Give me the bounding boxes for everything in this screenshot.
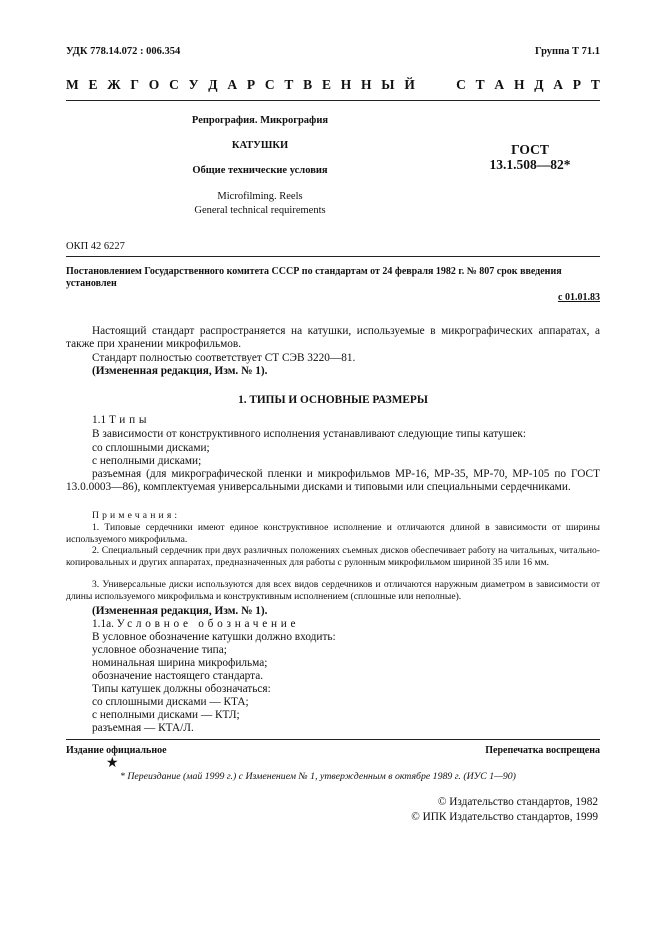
subsection-1-1a-number: 1.1а. — [92, 618, 114, 630]
gost-label: ГОСТ — [511, 142, 549, 157]
banner-letter: О — [148, 77, 160, 92]
banner-letter: А — [553, 77, 564, 92]
subsection-1-1-heading — [92, 414, 150, 427]
banner-letter: Й — [404, 77, 415, 92]
udk-code: УДК 778.14.072 : 006.354 — [66, 46, 181, 57]
copyright-1982: © Издательство стандартов, 1982 — [437, 796, 598, 808]
reissue-note: * Переиздание (май 1999 г.) с Изменением № 1, утвержденным в октябре 1989 г. (ИУС 1—90) — [120, 771, 516, 782]
banner-letter: А — [494, 77, 505, 92]
intro-paragraph-1: Настоящий стандарт распространяется на катушки, используемые в микрографических аппаратах, а также при хранении микрофильмов. — [66, 325, 600, 351]
banner-letter: У — [188, 77, 199, 92]
banner-letter: Р — [246, 77, 256, 92]
s11a-paragraph-3: номинальная ширина микрофильма; — [92, 657, 268, 669]
title-english-2: General technical requirements — [194, 205, 326, 216]
banner-rule — [66, 100, 600, 101]
decree-date: с 01.01.83 — [558, 292, 600, 303]
banner-letter: С — [264, 77, 275, 92]
banner-letter: Т — [590, 77, 600, 92]
subsection-1-1a-title: Условное обозначение — [116, 618, 300, 630]
banner-letter: Т — [284, 77, 294, 92]
banner-letter: Р — [572, 77, 582, 92]
title-english-1: Microfilming. Reels — [217, 191, 303, 202]
banner-letter: А — [227, 77, 238, 92]
banner-letter: С — [456, 77, 466, 92]
notes-title: Примечания: — [92, 510, 181, 521]
s11-paragraph-3: с неполными дисками; — [92, 455, 202, 467]
s11a-paragraph-6: со сплошными дисками — КТА; — [92, 696, 249, 708]
note-2: 2. Специальный сердечник при двух различных положениях съемных дисков обеспечивает работу на читальных, читально-копировальных и других аппаратах, предназначенных для работы с рулонным микрофильмом шириной 35 или 16 мм. — [66, 545, 600, 568]
subsection-1-1a-heading — [92, 618, 299, 631]
group-code: Группа Т 71.1 — [535, 46, 600, 57]
intro-amendment: (Измененная редакция, Изм. № 1). — [92, 365, 268, 377]
banner-letter — [440, 77, 446, 93]
s11-paragraph-1: В зависимости от конструктивного исполнения устанавливают следующие типы катушек: — [92, 428, 526, 440]
okp-code: ОКП 42 6227 — [66, 241, 125, 252]
banner-letter — [425, 77, 431, 93]
footer-rule — [66, 739, 600, 740]
title-line-3: Общие технические условия — [192, 165, 328, 176]
intro-paragraph-2: Стандарт полностью соответствует СТ СЭВ 3220—81. — [92, 352, 356, 364]
banner-letter: М — [66, 77, 79, 92]
s11a-paragraph-5: Типы катушек должны обозначаться: — [92, 683, 271, 695]
banner-letter: Т — [475, 77, 485, 92]
banner-letter: Д — [534, 77, 544, 92]
banner-letter: С — [169, 77, 179, 92]
banner-letter: В — [303, 77, 313, 92]
gost-number: 13.1.508—82* — [489, 157, 571, 172]
s11-paragraph-4: разъемная (для микрографической пленки и микрофильмов МР-16, МР-35, МР-70, МР-105 по ГОСТ 13.0.0003—86), комплектуемая универсальными дисками и типовыми или специальными сердечниками. — [66, 468, 600, 494]
interstate-standard-banner — [66, 77, 600, 93]
okp-rule — [66, 256, 600, 257]
s11a-paragraph-7: с неполными дисками — КТЛ; — [92, 709, 240, 721]
note-1: 1. Типовые сердечники имеют единое конструктивное исполнение и отличаются длиной в зависимости от ширины используемого микрофильма. — [66, 522, 600, 545]
banner-letter: Н — [513, 77, 525, 92]
star-mark: ★ — [106, 756, 119, 771]
banner-letter: Е — [88, 77, 98, 92]
section-1-heading: 1. ТИПЫ И ОСНОВНЫЕ РАЗМЕРЫ — [238, 394, 428, 406]
copyright-1999: © ИПК Издательство стандартов, 1999 — [411, 811, 598, 823]
s11a-paragraph-8: разъемная — КТА/Л. — [92, 722, 194, 734]
s11a-paragraph-4: обозначение настоящего стандарта. — [92, 670, 264, 682]
banner-letter: Е — [321, 77, 331, 92]
decree-text: Постановлением Государственного комитета СССР по стандартам от 24 февраля 1982 г. № 807 срок введения установлен — [66, 266, 562, 289]
s11-paragraph-2: со сплошными дисками; — [92, 442, 210, 454]
official-edition: Издание официальное — [66, 745, 167, 756]
note-3: 3. Универсальные диски используются для всех видов сердечников и отличаются наружным диаметром в зависимости от длины используемого микрофильма и конструктивным исполнением (сплошные или неполные). — [66, 579, 600, 602]
banner-letter: Н — [340, 77, 352, 92]
subsection-1-1-title: Типы — [108, 414, 151, 426]
s11a-paragraph-2: условное обозначение типа; — [92, 644, 227, 656]
s11-amendment: (Измененная редакция, Изм. № 1). — [92, 605, 268, 617]
banner-letter: Д — [208, 77, 218, 92]
banner-letter: Н — [361, 77, 372, 92]
banner-letter: Ы — [381, 77, 395, 92]
s11a-paragraph-1: В условное обозначение катушки должно входить: — [92, 631, 336, 643]
title-line-1: Репрография. Микрография — [191, 115, 329, 126]
subsection-1-1-number: 1.1 — [92, 414, 107, 426]
reprint-prohibited: Перепечатка воспрещена — [485, 745, 600, 756]
title-line-2: КАТУШКИ — [231, 140, 289, 151]
banner-letter: Г — [130, 77, 140, 92]
banner-letter: Ж — [107, 77, 121, 92]
